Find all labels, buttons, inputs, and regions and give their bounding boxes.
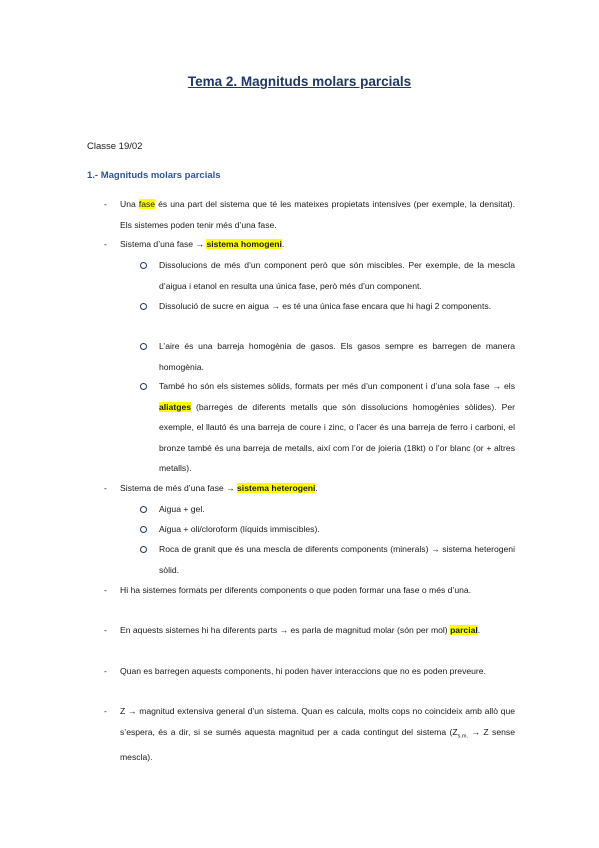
dash-marker: - — [104, 199, 107, 209]
bullet-homogeni: - Sistema d’una fase → sistema homogeni. — [87, 234, 515, 255]
circle-bullet-icon — [140, 303, 147, 310]
circle-bullet-icon — [140, 343, 147, 350]
bullet-heterogeni: - Sistema de més d’una fase → sistema heterogeni. — [87, 478, 515, 499]
highlight-parcial: parcial — [450, 625, 478, 635]
bullet-parcial: - En aquests sistemes hi ha diferents parts → es parla de magnitud molar (són per mol) parcial. — [87, 620, 515, 641]
class-date: Classe 19/02 — [87, 141, 143, 152]
dash-marker: - — [104, 483, 107, 493]
highlight-fase: fase — [138, 199, 156, 209]
sub-item: Dissolució de sucre en aigua → es té una única fase encara que hi hagi 2 components. — [140, 296, 515, 317]
sub-item: Aigua + oli/cloroform (líquids immiscibles). — [140, 519, 515, 540]
page-title: Tema 2. Magnituds molars parcials — [187, 74, 412, 89]
circle-bullet-icon — [140, 526, 147, 533]
bullet-item: - Quan es barregen aquests components, hi poden haver interaccions que no es poden preveure. — [87, 661, 515, 682]
bullet-fase: - Una fase és una part del sistema que té les mateixes propietats intensives (per exemple, la densitat). Els sistemes poden tenir més d’una fase. — [87, 194, 515, 235]
circle-bullet-icon — [140, 383, 147, 390]
dash-marker: - — [104, 585, 107, 595]
highlight-homogeni: sistema homogeni — [206, 239, 282, 249]
circle-bullet-icon — [140, 262, 147, 269]
sub-item: Dissolucions de més d’un component però que són miscibles. Per exemple, de la mescla d’aigua i etanol en resulta una única fase, però més d’un component. — [140, 255, 515, 296]
highlight-heterogeni: sistema heterogeni — [237, 483, 316, 493]
dash-marker: - — [104, 239, 107, 249]
dash-marker: - — [104, 625, 107, 635]
circle-bullet-icon — [140, 506, 147, 513]
sub-item: Aigua + gel. — [140, 499, 515, 520]
sub-item: Roca de granit que és una mescla de diferents components (minerals) → sistema heterogeni sòlid. — [140, 539, 515, 580]
sub-item: També ho són els sistemes sòlids, formats per més d’un component i d’una sola fase → els aliatges (barreges de diferents metalls que són dissolucions homogènies sòlides). Per exemple, el llautó és una barreja de coure i zinc, o l’acer és una barreja de ferro i carboni, el bronze també és una barreja de metalls, així com l’or de joieria (18kt) o l’or blanc (or + altres metalls). — [140, 376, 515, 479]
bullet-item: - Hi ha sistemes formats per diferents components o que poden formar una fase o més d’una. — [87, 580, 515, 601]
bullet-item: - Z → magnitud extensiva general d’un sistema. Quan es calcula, molts cops no coincideix amb allò que s’espera, és a dir, si se sumés aquesta magnitud per a cada contingut del sistema ($Z_{s.m.} \to Z$ sense mescla). — [87, 701, 515, 767]
highlight-aliatges: aliatges — [159, 401, 192, 412]
dash-marker: - — [104, 706, 107, 716]
dash-marker: - — [104, 666, 107, 676]
section-heading: 1.- Magnituds molars parcials — [87, 170, 221, 181]
sub-item: L’aire és una barreja homogènia de gasos. Els gasos sempre es barregen de manera homogènia. — [140, 336, 515, 377]
circle-bullet-icon — [140, 546, 147, 553]
